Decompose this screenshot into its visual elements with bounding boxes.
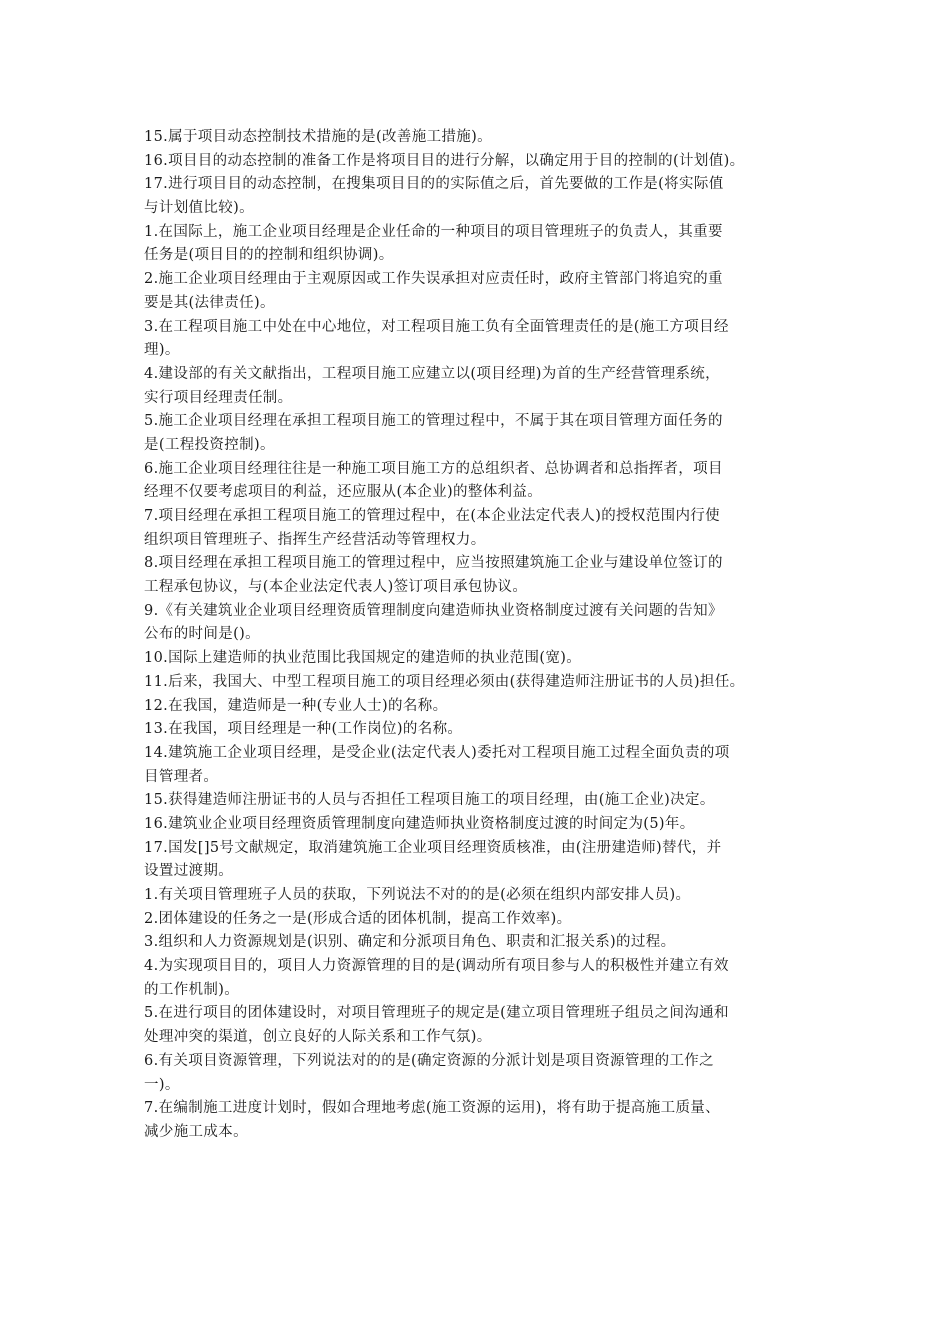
text-line: 1.有关项目管理班子人员的获取，下列说法不对的的是(必须在组织内部安排人员)。	[144, 887, 691, 903]
text-line: 的工作机制)。	[144, 981, 240, 998]
text-line: 15.属于项目动态控制技术措施的是(改善施工措施)。	[144, 129, 492, 145]
text-line: 10.国际上建造师的执业范围比我国规定的建造师的执业范围(宽)。	[144, 650, 582, 667]
text-line: 7.在编制施工进度计划时，假如合理地考虑(施工资源的运用)，将有助于提高施工质量、	[144, 1100, 720, 1117]
text-line: 2.施工企业项目经理由于主观原因或工作失误承担对应责任时，政府主管部门将追究的重	[144, 271, 723, 288]
text-line: 工程承包协议，与(本企业法定代表人)签订项目承包协议。	[144, 579, 528, 596]
text-line: 6.有关项目资源管理，下列说法对的的是(确定资源的分派计划是项目资源管理的工作之	[144, 1052, 714, 1069]
text-line: 8.项目经理在承担工程项目施工的管理过程中，应当按照建筑施工企业与建设单位签订的	[144, 555, 723, 572]
text-line: 1.在国际上，施工企业项目经理是企业任命的一种项目的项目管理班子的负责人，其重要	[144, 223, 723, 240]
text-line: 12.在我国，建造师是一种(专业人士)的名称。	[144, 697, 448, 714]
text-line: 11.后来，我国大、中型工程项目施工的项目经理必须由(获得建造师注册证书的人员)担任。	[144, 673, 745, 690]
text-line: 目管理者。	[144, 768, 219, 785]
text-line: 处理冲突的渠道，创立良好的人际关系和工作气氛)。	[144, 1029, 492, 1046]
text-line: 是(工程投资控制)。	[144, 436, 275, 453]
text-line: 经理不仅要考虑项目的利益，还应服从(本企业)的整体利益。	[144, 484, 543, 501]
text-line: 7.项目经理在承担工程项目施工的管理过程中，在(本企业法定代表人)的授权范围内行使	[144, 508, 720, 524]
text-line: 与计划值比较)。	[144, 200, 254, 217]
text-line: 6.施工企业项目经理往往是一种施工项目施工方的总组织者、总协调者和总指挥者，项目	[144, 460, 723, 477]
text-line: 要是其(法律责任)。	[144, 294, 275, 311]
document-body	[144, 126, 824, 1145]
text-line: 2.团体建设的任务之一是(形成合适的团体机制，提高工作效率)。	[144, 910, 572, 927]
text-line: 设置过渡期。	[144, 863, 234, 880]
text-line: 17.国发[]5号文献规定，取消建筑施工企业项目经理资质核准，由(注册建造师)替代，并	[144, 839, 722, 856]
text-line: 公布的时间是()。	[144, 626, 260, 643]
text-line: 15.获得建造师注册证书的人员与否担任工程项目施工的项目经理，由(施工企业)决定。	[144, 792, 715, 809]
text-line: 3.组织和人力资源规划是(识别、确定和分派项目角色、职责和汇报关系)的过程。	[144, 934, 676, 951]
text-line: 16.建筑业企业项目经理资质管理制度向建造师执业资格制度过渡的时间定为(5)年。	[144, 815, 695, 832]
text-line: 16.项目目的动态控制的准备工作是将项目目的进行分解，以确定用于目的控制的(计划值)。	[144, 152, 745, 169]
text-line: 4.为实现项目目的，项目人力资源管理的目的是(调动所有项目参与人的积极性并建立有效	[144, 958, 729, 975]
text-line: 减少施工成本。	[144, 1123, 248, 1140]
text-line: 3.在工程项目施工中处在中心地位，对工程项目施工负有全面管理责任的是(施工方项目经	[144, 318, 729, 335]
text-line: 一)。	[144, 1076, 180, 1093]
text-line: 4.建设部的有关文献指出，工程项目施工应建立以(项目经理)为首的生产经营管理系统，	[144, 365, 720, 382]
text-line: 实行项目经理责任制。	[144, 389, 293, 406]
text-line: 任务是(项目目的的控制和组织协调)。	[144, 247, 394, 264]
text-line: 17.进行项目目的动态控制，在搜集项目目的的实际值之后，首先要做的工作是(将实际值	[144, 176, 724, 193]
text-line: 5.施工企业项目经理在承担工程项目施工的管理过程中，不属于其在项目管理方面任务的	[144, 413, 723, 430]
text-line: 9.《有关建筑业企业项目经理资质管理制度向建造师执业资格制度过渡有关问题的告知》	[144, 602, 723, 619]
text-line: 理)。	[144, 342, 180, 359]
text-line: 5.在进行项目的团体建设时，对项目管理班子的规定是(建立项目管理班子组员之间沟通和	[144, 1005, 729, 1022]
text-line: 14.建筑施工企业项目经理，是受企业(法定代表人)委托对工程项目施工过程全面负责的项	[144, 744, 730, 761]
text-line: 组织项目管理班子、指挥生产经营活动等管理权力。	[144, 531, 486, 548]
text-line: 13.在我国，项目经理是一种(工作岗位)的名称。	[144, 721, 463, 738]
